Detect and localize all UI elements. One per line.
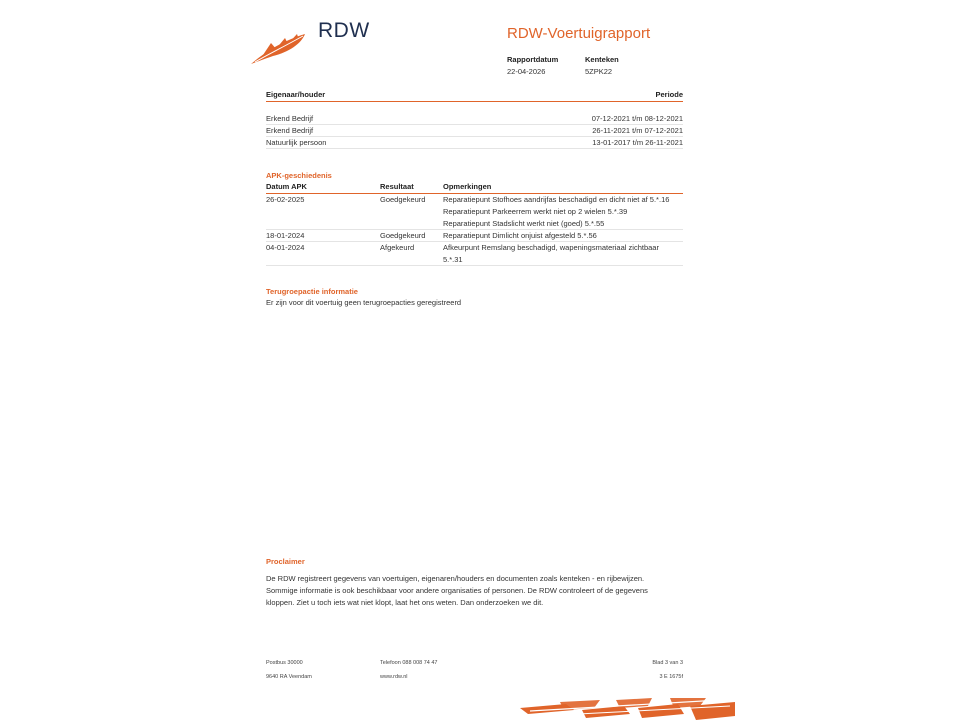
owner-name: Natuurlijk persoon [266,138,327,147]
apk-remark: Afkeurpunt Remslang beschadigd, wapeningsmateriaal zichtbaar [443,243,659,252]
disclaimer-line: kloppen. Ziet u toch iets wat niet klopt, laat het ons weten. Dan onderzoeken we dit. [266,598,544,607]
row-divider [266,241,683,242]
row-divider [266,265,683,266]
plate-label: Kenteken [585,55,619,64]
owner-period: 26-11-2021 t/m 07-12-2021 [592,126,683,135]
footer-page-number: Blad 3 van 3 [652,660,683,666]
apk-remark: 5.*.31 [443,255,463,264]
report-date-value: 22-04-2026 [507,67,546,76]
row-divider [266,148,683,149]
apk-remark: Reparatiepunt Dimlicht onjuist afgesteld 5.*.56 [443,231,597,240]
apk-date: 04-01-2024 [266,243,305,252]
row-divider [266,124,683,125]
disclaimer-line: De RDW registreert gegevens van voertuigen, eigenaren/houders en documenten zoals kenteken - en rijbewijzen. [266,574,645,583]
disclaimer-line: Sommige informatie is ook beschikbaar voor andere organisaties of personen. De RDW controleert of de gegevens [266,586,648,595]
owner-period: 13-01-2017 t/m 26-11-2021 [592,138,683,147]
apk-remarks-column-header: Opmerkingen [443,182,492,191]
report-title: RDW-Voertuigrapport [507,25,651,42]
footer-phone: Telefoon 088 008 74 47 [380,660,438,666]
period-column-header: Periode [655,90,683,99]
owner-name: Erkend Bedrijf [266,126,314,135]
footer-postbus: Postbus 30000 [266,660,303,666]
apk-result: Afgekeurd [380,243,415,252]
apk-result: Goedgekeurd [380,231,426,240]
recall-text: Er zijn voor dit voertuig geen terugroepacties geregistreerd [266,298,462,307]
disclaimer-title: Proclaimer [266,557,305,566]
orange-stripes-decoration-icon [520,698,735,720]
brand-name: RDW [318,19,370,42]
recall-section-title: Terugroepactie informatie [266,287,358,296]
apk-date: 18-01-2024 [266,231,305,240]
apk-section-title: APK-geschiedenis [266,171,332,180]
owner-period: 07-12-2021 t/m 08-12-2021 [591,114,683,123]
apk-remark: Reparatiepunt Stofhoes aandrijfas beschadigd en dicht niet af 5.*.16 [443,195,670,204]
apk-date: 26-02-2025 [266,195,305,204]
plate-value: 5ZPK22 [585,67,613,76]
rdw-feather-logo-icon [249,28,309,66]
apk-remark: Reparatiepunt Parkeerrem werkt niet op 2 wielen 5.*.39 [443,207,628,216]
row-divider [266,136,683,137]
footer-city: 9640 RA Veendam [266,674,312,680]
apk-result-column-header: Resultaat [380,182,414,191]
apk-header-rule [266,193,683,194]
footer-website[interactable]: www.rdw.nl [380,674,408,680]
owner-name: Erkend Bedrijf [266,114,314,123]
owner-column-header: Eigenaar/houder [266,90,326,99]
apk-remark: Reparatiepunt Stadslicht werkt niet (goed) 5.*.55 [443,219,605,228]
report-date-label: Rapportdatum [507,55,559,64]
row-divider [266,229,683,230]
apk-result: Goedgekeurd [380,195,426,204]
footer-code: 3 E 1675f [659,674,683,680]
owners-header-rule [266,101,683,102]
apk-date-column-header: Datum APK [266,182,307,191]
